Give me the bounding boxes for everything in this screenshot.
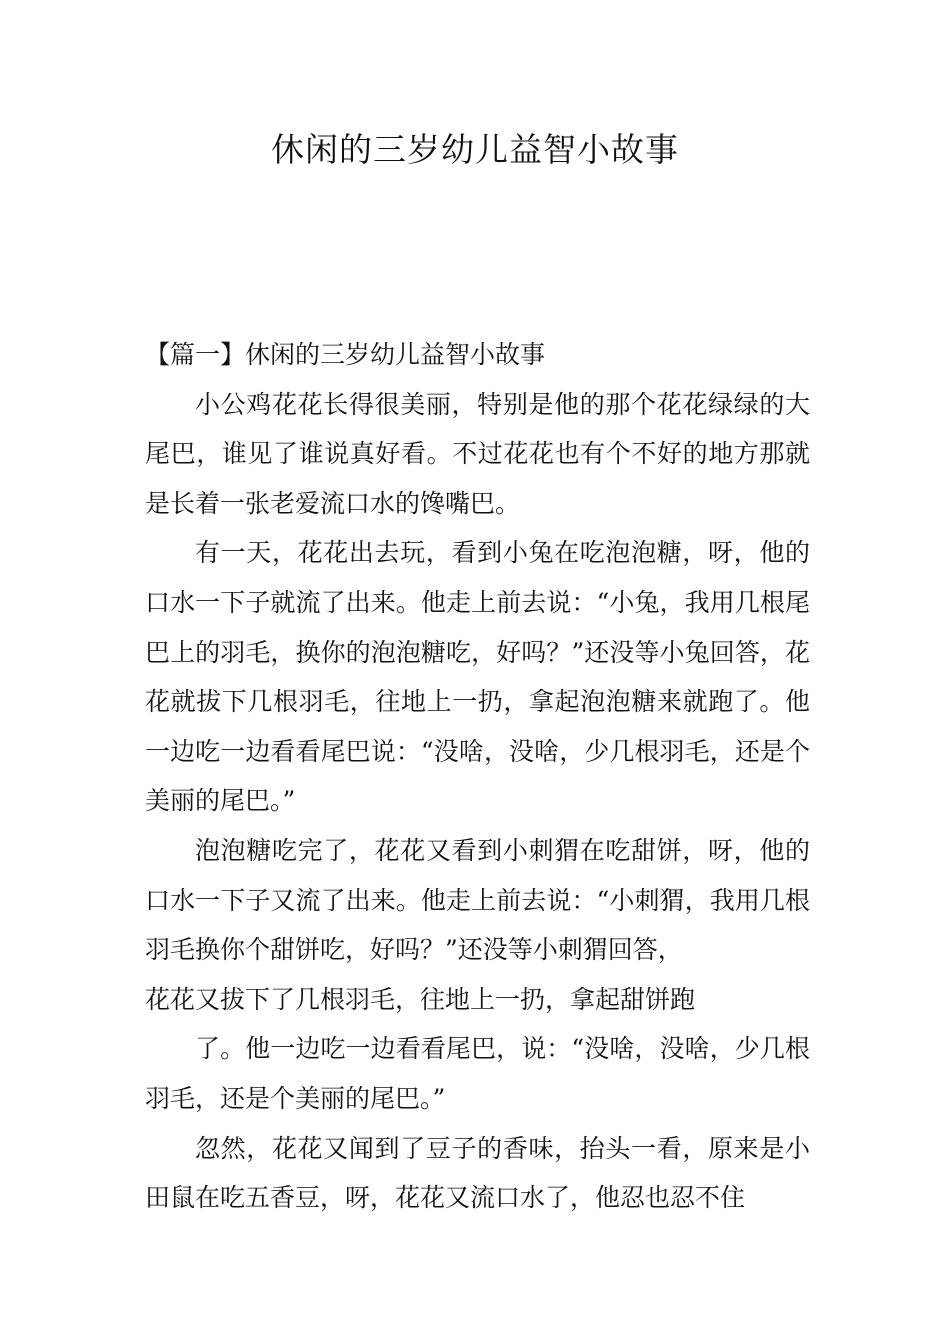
paragraph: 泡泡糖吃完了，花花又看到小刺猬在吃甜饼，呀，他的口水一下子又流了出来。他走上前去说：“小刺猬，我用几根羽毛换你个甜饼吃，好吗？”还没等小刺猬回答， (145, 835, 810, 965)
paragraph: 忽然，花花又闻到了豆子的香味，抬头一看，原来是小田鼠在吃五香豆，呀，花花又流口水了，他忍也忍不住 (145, 1133, 810, 1213)
paragraph: 了。他一边吃一边看看尾巴，说：“没啥，没啥，少几根羽毛，还是个美丽的尾巴。” (145, 1034, 810, 1113)
paragraph-continuation: 花花又拔下了几根羽毛，往地上一扔，拿起甜饼跑 (145, 984, 696, 1014)
document-body (145, 330, 810, 1223)
paragraph: 小公鸡花花长得很美丽，特别是他的那个花花绿绿的大尾巴，谁见了谁说真好看。不过花花也有个不好的地方那就是长着一张老爱流口水的馋嘴巴。 (145, 389, 810, 518)
paragraph: 有一天，花花出去玩，看到小兔在吃泡泡糖，呀，他的口水一下子就流了出来。他走上前去说：“小兔，我用几根尾巴上的羽毛，换你的泡泡糖吃，好吗？”还没等小兔回答，花花就拔下几根羽毛，往地上一扔，拿起泡泡糖来就跑了。他一边吃一边看看尾巴说：“没啥，没啥，少几根羽毛，还是个美丽的尾巴。” (145, 538, 810, 816)
document-title: 休闲的三岁幼儿益智小故事 (271, 130, 679, 169)
section-heading: 【篇一】休闲的三岁幼儿益智小故事 (145, 340, 546, 369)
